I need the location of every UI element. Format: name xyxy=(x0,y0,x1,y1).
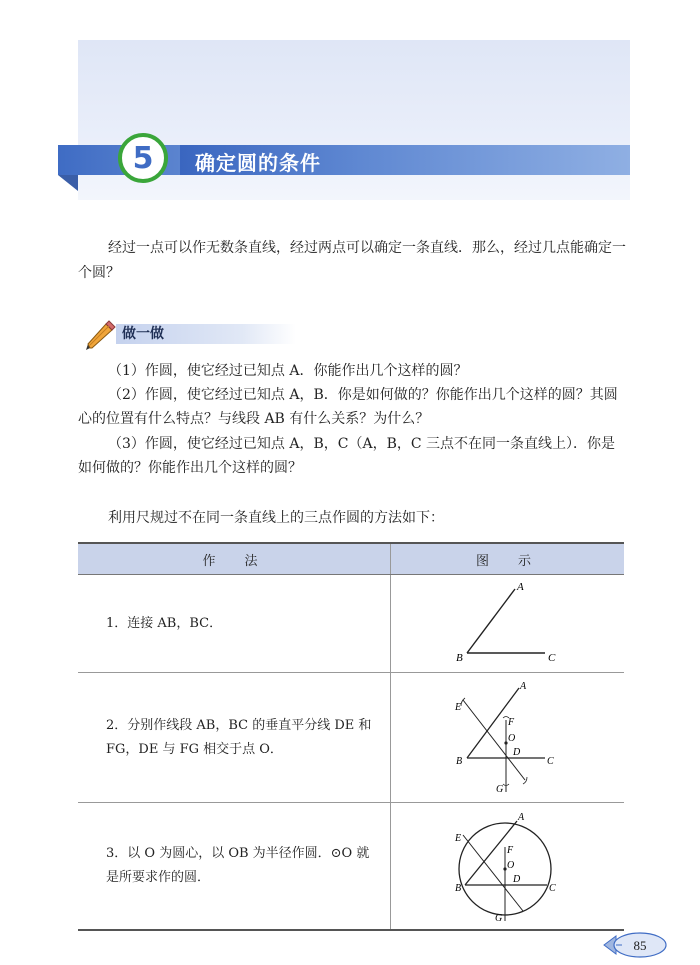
table-row xyxy=(78,575,624,673)
label-c: C xyxy=(548,883,556,894)
step-3: 3．以 O 为圆心，以 OB 为半径作圆．⊙O 就是所要求作的圆． xyxy=(78,803,391,931)
figure-cell-1 xyxy=(391,575,625,673)
figure-step-1 xyxy=(443,581,573,666)
step-2: 2．分别作线段 AB，BC 的垂直平分线 DE 和 FG，DE 与 FG 相交于点 O． xyxy=(78,673,391,803)
label-a: A xyxy=(519,681,526,692)
label-f: F xyxy=(506,845,513,856)
label-c: C xyxy=(547,652,555,664)
label-g: G xyxy=(494,913,502,924)
construction-table xyxy=(78,542,624,931)
header-figure: 图 示 xyxy=(391,543,625,575)
question-2: （2）作圆，使它经过已知点 A，B．你是如何做的？你能作出几个这样的圆？其圆心的位置有什么特点？与线段 AB 有什么关系？为什么？ xyxy=(78,387,618,427)
question-1: （1）作圆，使它经过已知点 A．你能作出几个这样的圆？ xyxy=(108,363,468,379)
label-e: E xyxy=(454,833,461,844)
method-lead: 利用尺规过不在同一条直线上的三点作圆的方法如下： xyxy=(108,510,444,526)
label-o: O xyxy=(506,860,514,871)
intro-paragraph: 经过一点可以作无数条直线，经过两点可以确定一条直线．那么，经过几点能确定一个圆？ xyxy=(78,240,626,281)
header-method: 作 法 xyxy=(78,543,391,575)
title-bar-fold xyxy=(58,175,78,191)
table-row xyxy=(78,803,624,931)
pencil-icon xyxy=(82,318,116,352)
table-header-row xyxy=(78,543,624,575)
label-d: D xyxy=(512,747,520,758)
section-number-badge xyxy=(118,133,168,183)
page-number: 85 xyxy=(633,938,647,953)
label-a: A xyxy=(517,812,524,823)
label-b: B xyxy=(454,883,461,894)
label-a: A xyxy=(516,581,524,593)
label-c: C xyxy=(546,756,554,767)
label-g: G xyxy=(495,784,503,795)
page-number-badge xyxy=(600,930,670,960)
figure-step-3 xyxy=(443,807,573,925)
header-band xyxy=(78,40,630,200)
label-d: D xyxy=(512,874,520,885)
label-b: B xyxy=(455,652,463,664)
label-e: E xyxy=(454,702,461,713)
step-1: 1．连接 AB，BC． xyxy=(78,575,391,673)
label-f: F xyxy=(507,717,514,728)
section-number: 5 xyxy=(132,140,154,176)
question-3: （3）作圆，使它经过已知点 A，B，C（A，B，C 三点不在同一条直线上）．你是如何做的？你能作出几个这样的圆？ xyxy=(78,436,616,476)
activity-label: 做一做 xyxy=(122,326,164,342)
figure-cell-3 xyxy=(391,803,625,931)
section-title: 确定圆的条件 xyxy=(195,151,321,175)
table-row xyxy=(78,673,624,803)
figure-cell-2 xyxy=(391,673,625,803)
figure-step-2 xyxy=(443,680,573,795)
label-o: O xyxy=(507,733,515,744)
label-b: B xyxy=(455,756,462,767)
